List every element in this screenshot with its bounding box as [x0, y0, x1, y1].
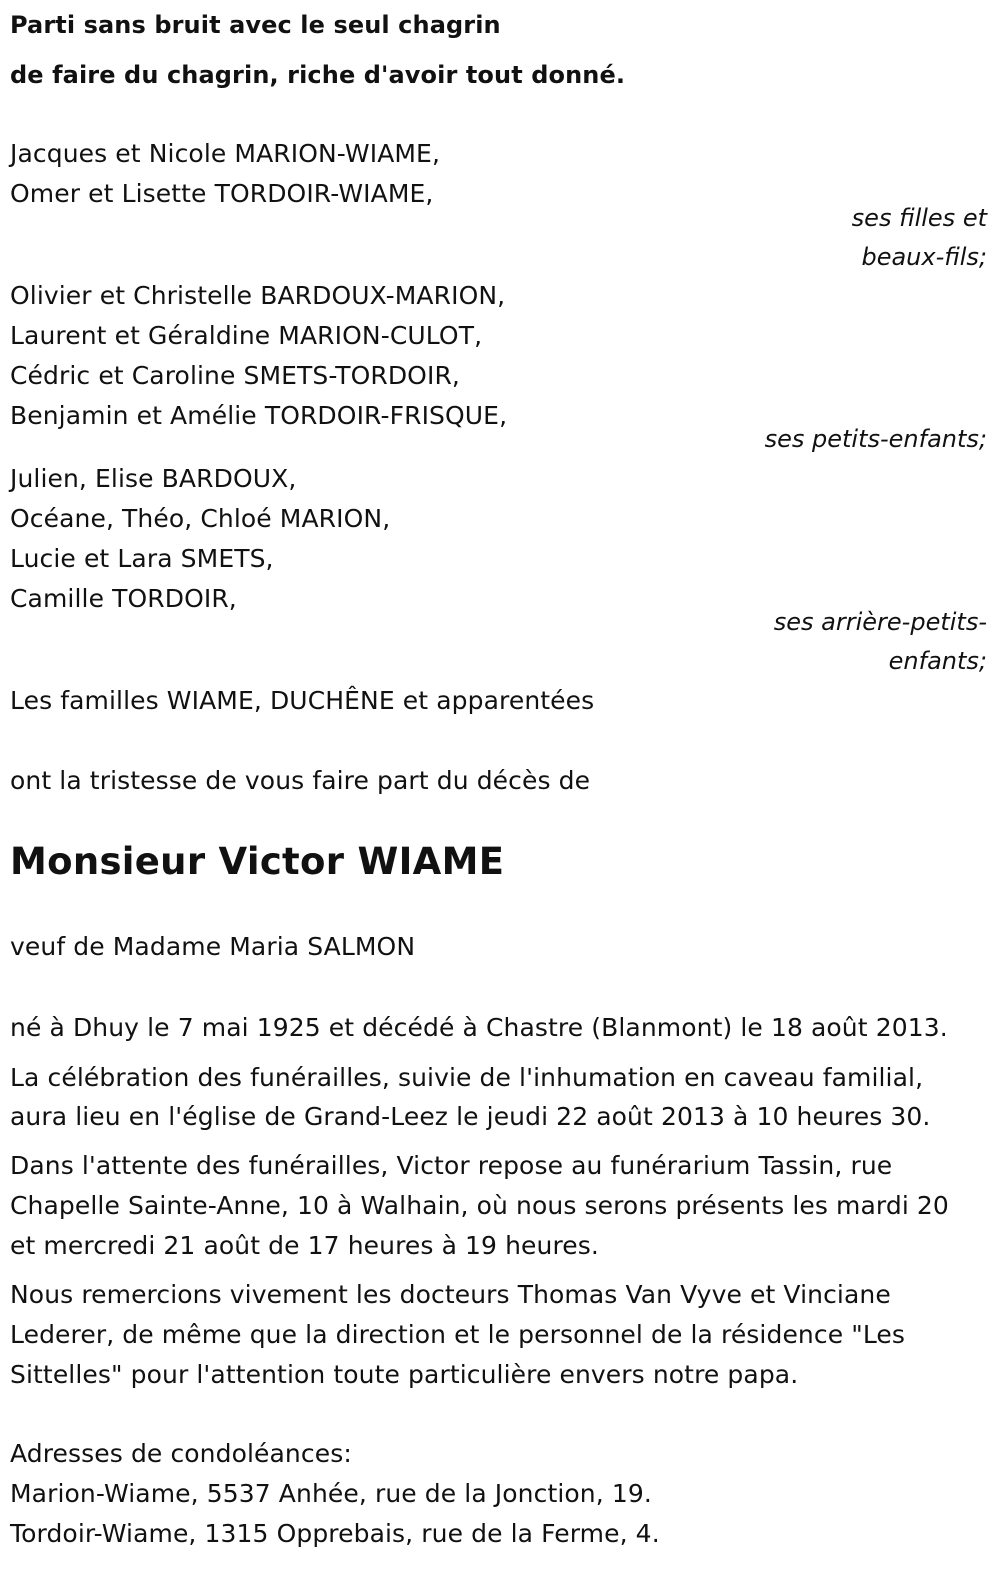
thanks-line-1: Nous remercions vivement les docteurs Thomas Van Vyve et Vinciane	[10, 1280, 891, 1309]
visitation-line-3: et mercredi 21 août de 17 heures à 19 heures.	[10, 1231, 599, 1260]
grandchildren-name-3: Cédric et Caroline SMETS-TORDOIR,	[10, 361, 460, 390]
visitation-line-1: Dans l'attente des funérailles, Victor repose au funérarium Tassin, rue	[10, 1151, 893, 1180]
grandchildren-name-4: Benjamin et Amélie TORDOIR-FRISQUE,	[10, 401, 508, 430]
great-grandchildren-name-2: Océane, Théo, Chloé MARION,	[10, 504, 391, 533]
condolences-title: Adresses de condoléances:	[10, 1439, 352, 1468]
grandchildren-name-2: Laurent et Géraldine MARION-CULOT,	[10, 321, 483, 350]
condolences-address-1: Marion-Wiame, 5537 Anhée, rue de la Jonction, 19.	[10, 1479, 652, 1508]
deceased-name: Monsieur Victor WIAME	[10, 840, 505, 883]
grandchildren-role: ses petits-enfants;	[764, 425, 987, 453]
grandchildren-name-1: Olivier et Christelle BARDOUX-MARION,	[10, 281, 506, 310]
families-line: Les familles WIAME, DUCHÊNE et apparentées	[10, 686, 595, 715]
intro-line-2: de faire du chagrin, riche d'avoir tout donné.	[10, 61, 626, 89]
great-grandchildren-name-4: Camille TORDOIR,	[10, 584, 237, 613]
children-name-2: Omer et Lisette TORDOIR-WIAME,	[10, 179, 434, 208]
condolences-address-2: Tordoir-Wiame, 1315 Opprebais, rue de la Ferme, 4.	[10, 1519, 660, 1548]
children-name-1: Jacques et Nicole MARION-WIAME,	[10, 139, 441, 168]
thanks-line-2: Lederer, de même que la direction et le personnel de la résidence "Les	[10, 1320, 906, 1349]
widower-line: veuf de Madame Maria SALMON	[10, 932, 416, 961]
thanks-line-3: Sittelles" pour l'attention toute particulière envers notre papa.	[10, 1360, 799, 1389]
funeral-line-1: La célébration des funérailles, suivie de l'inhumation en caveau familial,	[10, 1063, 924, 1092]
children-role-line-2: beaux-fils;	[861, 243, 987, 271]
birth-death-line: né à Dhuy le 7 mai 1925 et décédé à Chastre (Blanmont) le 18 août 2013.	[10, 1013, 948, 1042]
great-grandchildren-name-1: Julien, Elise BARDOUX,	[10, 464, 297, 493]
children-role-line-1: ses filles et	[851, 204, 987, 232]
great-grandchildren-role-line-2: enfants;	[888, 647, 987, 675]
visitation-line-2: Chapelle Sainte-Anne, 10 à Walhain, où nous serons présents les mardi 20	[10, 1191, 949, 1220]
funeral-line-2: aura lieu en l'église de Grand-Leez le jeudi 22 août 2013 à 10 heures 30.	[10, 1102, 931, 1131]
great-grandchildren-role-line-1: ses arrière-petits-	[773, 608, 987, 636]
great-grandchildren-name-3: Lucie et Lara SMETS,	[10, 544, 274, 573]
announcement-line: ont la tristesse de vous faire part du décès de	[10, 766, 591, 795]
intro-line-1: Parti sans bruit avec le seul chagrin	[10, 11, 501, 39]
